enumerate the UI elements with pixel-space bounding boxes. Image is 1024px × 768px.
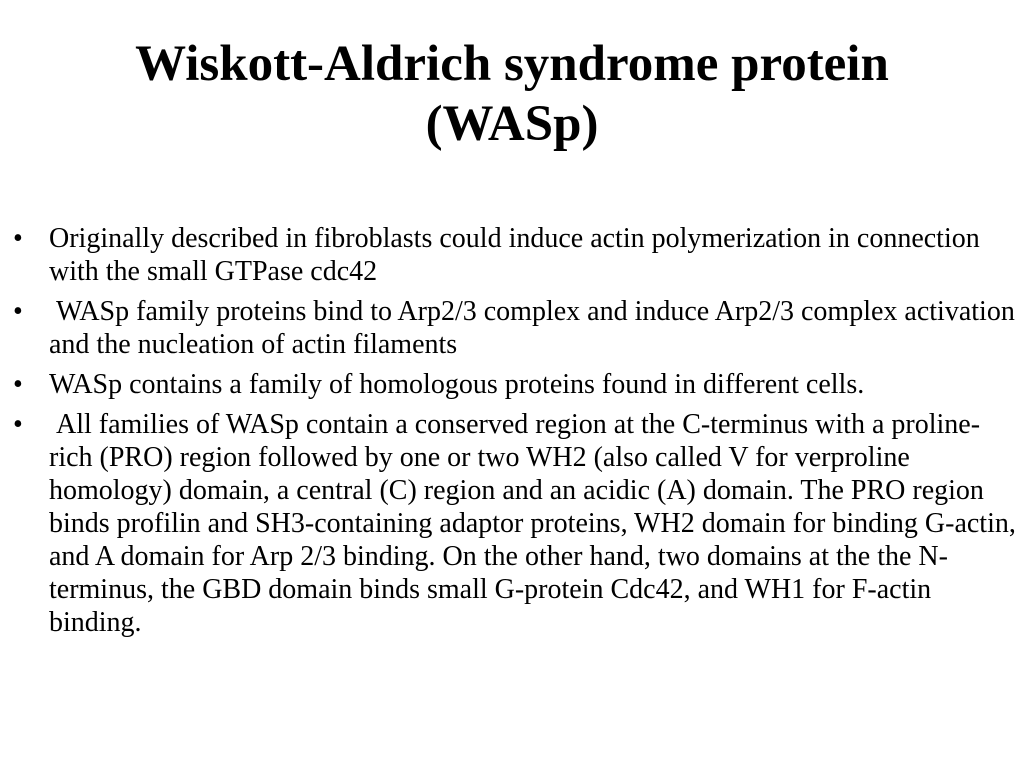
bullet-list (10, 222, 1018, 646)
bullet-item (10, 408, 1018, 639)
bullet-item (10, 368, 1018, 401)
bullet-marker: • (13, 223, 23, 254)
bullet-item (10, 222, 1018, 288)
bullet-text: WASp family proteins bind to Arp2/3 complex and induce Arp2/3 complex activation and the nucleation of actin filaments (49, 296, 1015, 360)
bullet-marker: • (13, 369, 23, 400)
bullet-marker: • (13, 296, 23, 327)
slide-title: Wiskott-Aldrich syndrome protein (WASp) (135, 36, 889, 152)
bullet-text: Originally described in fibroblasts could induce actin polymerization in connection with the small GTPase cdc42 (49, 223, 980, 287)
bullet-item (10, 295, 1018, 361)
bullet-text: WASp contains a family of homologous proteins found in different cells. (49, 369, 865, 400)
bullet-text: All families of WASp contain a conserved region at the C-terminus with a proline-rich (PRO) region followed by one or two WH2 (also called V for verproline homology) domain, a central (C) region and an acidic (A) domain. The PRO region binds profilin and SH3-containing adaptor proteins, WH2 domain for binding G-actin, and A domain for Arp 2/3 binding. On the other hand, two domains at the the N-terminus, the GBD domain binds small G-protein Cdc42, and WH1 for F-actin binding. (49, 409, 1016, 638)
bullet-marker: • (13, 409, 23, 440)
